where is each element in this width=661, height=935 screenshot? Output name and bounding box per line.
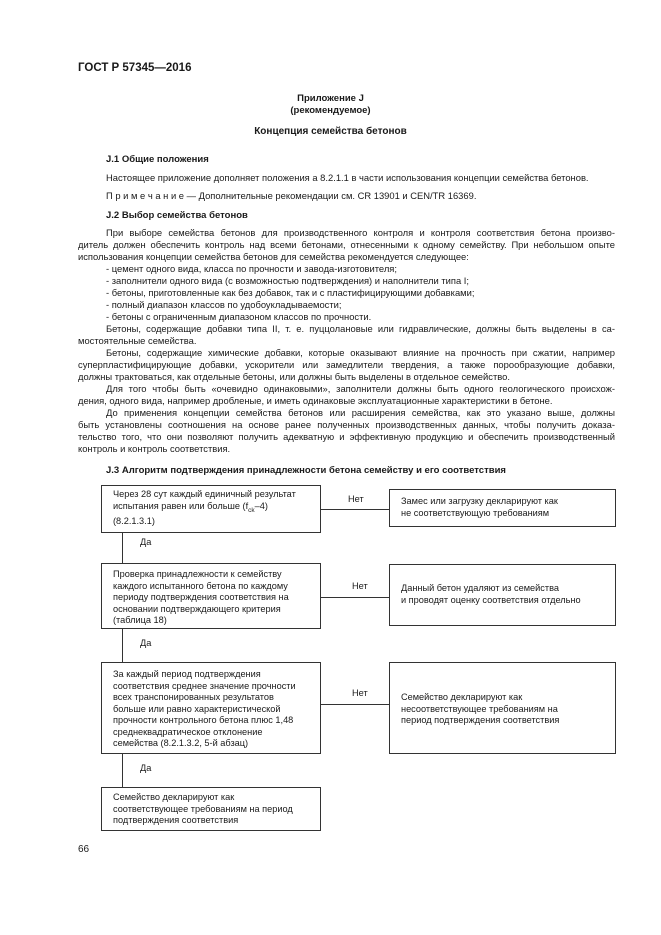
- flow-step-2: Проверка принадлежности к семейству каждого испытанного бетона по каждому периоду подтверждения соответствия на основании подтверждающего критерия (таблица 18): [101, 563, 321, 629]
- paragraph-line: быть установлены соотношения на основе ранее полученных производственных данных, чтобы получить доказа-: [78, 419, 615, 430]
- paragraph-line: использования концепции семейства бетонов для семейства рекомендуется следующее:: [78, 251, 469, 262]
- yes-label-1: Да: [140, 537, 152, 547]
- section1-note: [106, 190, 615, 202]
- section1-text: Настоящее приложение дополняет положения а 8.2.1.1 в части использования концепции семейства бетонов.: [106, 172, 589, 183]
- list-item: - бетоны, приготовленные как без добавок, так и с пластифицирующими добавками;: [106, 287, 475, 298]
- connector-yes-1: [122, 533, 123, 563]
- flow-result-3: Семейство декларируют как несоответствующее требованиям на период подтверждения соответствия: [389, 662, 616, 754]
- paragraph-line: При выборе семейства бетонов для производственного контроля и контроля соответствия бетона произво-: [106, 227, 615, 238]
- paragraph-line: До применения концепции семейства бетонов или расширения семейства, как это указано выше, должны: [106, 407, 615, 418]
- paragraph-line: суперпластифицирующие добавки, ускорители или замедлители твердения, а также порообразующие добавки,: [78, 359, 615, 370]
- paragraph-line: мостоятельные семейства.: [78, 335, 197, 346]
- yes-label-3: Да: [140, 763, 152, 773]
- paragraph-line: Бетоны, содержащие химические добавки, которые оказывают влияние на прочность при сжатии, например: [106, 347, 615, 358]
- paragraph-line: Бетоны, содержащие добавки типа II, т. е. пуццолановые или гидравлические, должны быть выделены в са-: [106, 323, 615, 334]
- appendix-subtitle: (рекомендуемое): [290, 105, 371, 116]
- list-item: - заполнители одного вида (с возможностью подтверждения) и наполнители типа I;: [106, 275, 469, 286]
- list-item: - бетоны с ограниченным диапазоном классов по прочности.: [106, 311, 372, 322]
- note-label: П р и м е ч а н и е: [106, 190, 185, 201]
- no-label-1: Нет: [348, 494, 364, 504]
- flow-step-3: За каждый период подтверждения соответствия среднее значение прочности всех транспонированных результатов больше или равно характеристической прочности контрольного бетона плюс 1,48 среднеквадратическое отклонение семейства (8.2.1.3.2, 5-й абзац): [101, 662, 321, 754]
- paragraph-line: должны трактоваться, как отдельные бетоны, или должны быть выделены в отдельное семейство.: [78, 371, 510, 382]
- connector-yes-2: [122, 629, 123, 662]
- document-header: ГОСТ Р 57345—2016: [78, 62, 192, 74]
- appendix-title: Приложение J: [297, 93, 364, 104]
- paragraph-line: дения, одного вида, например дробленые, и иметь одинаковые эксплуатационные характеристики в бетоне.: [78, 395, 553, 406]
- arrow-no-2: [321, 597, 389, 598]
- note-text: — Дополнительные рекомендации см. CR 13901 и CEN/TR 16369.: [186, 190, 477, 201]
- no-label-2: Нет: [352, 581, 368, 591]
- section2-body: [78, 227, 615, 455]
- paragraph-line: контроль и контроль соответствия.: [78, 443, 231, 454]
- arrow-no-1: [321, 509, 389, 510]
- flow-result-1: Замес или загрузку декларируют как не соответствующую требованиям: [389, 489, 616, 527]
- arrow-no-3: [321, 704, 389, 705]
- paragraph-line: тельство того, что они позволяют получить адекватную и эффективную продукцию и обеспечить производственный: [78, 431, 615, 442]
- paragraph-line: дитель должен обеспечить контроль над всеми бетонами, отнесенными к одному семейству. При небольшом опыте: [78, 239, 615, 250]
- section-heading-j1: J.1 Общие положения: [106, 154, 209, 165]
- step1-formula: испытания равен или больше $(f_{ck}-4)$: [113, 500, 268, 514]
- no-label-3: Нет: [352, 688, 368, 698]
- yes-label-2: Да: [140, 638, 152, 648]
- flow-result-2: Данный бетон удаляют из семейства и проводят оценку соответствия отдельно: [389, 564, 616, 626]
- list-item: - полный диапазон классов по удобоукладываемости;: [106, 299, 342, 310]
- section-heading-j2: J.2 Выбор семейства бетонов: [106, 210, 248, 221]
- page-number: 66: [78, 844, 90, 855]
- appendix-heading: Концепция семейства бетонов: [254, 126, 407, 137]
- list-item: - цемент одного вида, класса по прочности и завода-изготовителя;: [106, 263, 397, 274]
- flow-final: Семейство декларируют как соответствующее требованиям на период подтверждения соответствия: [101, 787, 321, 831]
- section-heading-j3: J.3 Алгоритм подтверждения принадлежности бетона семейству и его соответствия: [106, 465, 506, 476]
- flow-step-1: Через 28 сут каждый единичный результат испытания равен или больше $(f_{ck}-4)$ (8.2.1.3.1): [101, 485, 321, 533]
- paragraph-line: Для того чтобы быть «очевидно одинаковыми», заполнители должны быть одного геологического происхож-: [106, 383, 615, 394]
- connector-yes-3: [122, 754, 123, 787]
